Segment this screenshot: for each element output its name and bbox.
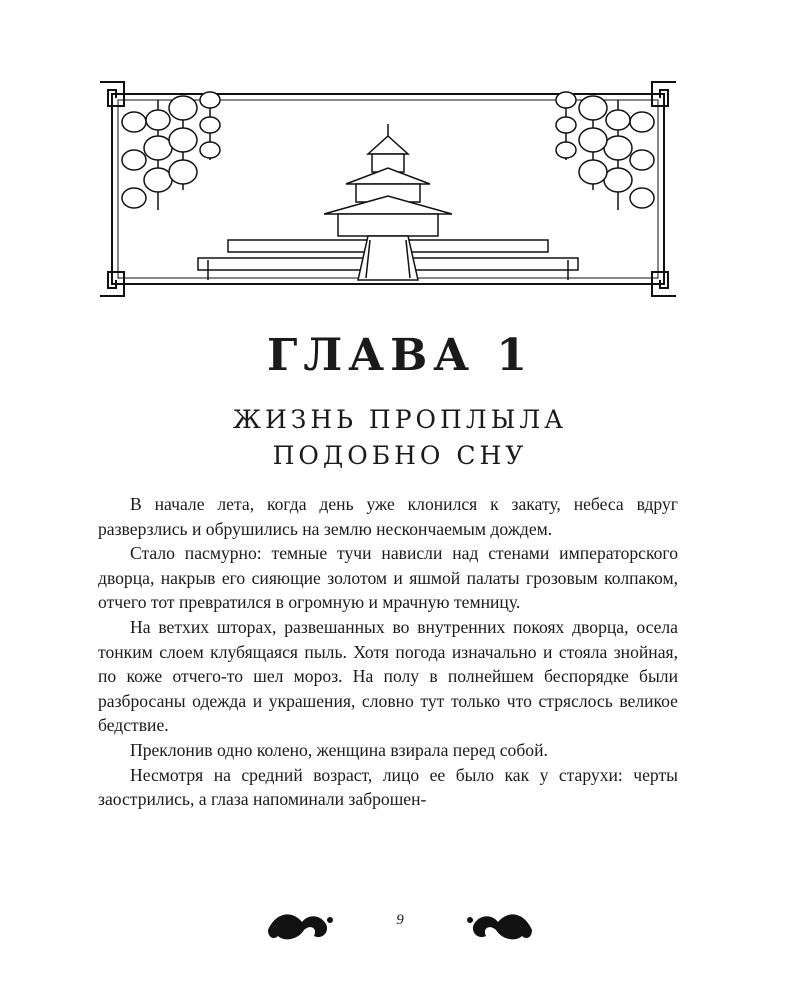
- body-text: [98, 492, 678, 812]
- chapter-subtitle-line: ПОДОБНО СНУ: [272, 441, 528, 470]
- lantern-icon: [556, 92, 654, 210]
- chapter-subtitle: [0, 402, 800, 474]
- lantern-icon: [122, 92, 220, 210]
- paragraph: Преклонив одно колено, женщина взирала перед собой.: [130, 739, 548, 760]
- page-number: 9: [396, 912, 404, 928]
- header-illustration: [98, 80, 678, 298]
- paragraph: Несмотря на средний возраст, лицо ее было как у старухи: черты заострились, а глаза напоминали заброшен-: [98, 764, 678, 810]
- chapter-subtitle-line: ЖИЗНЬ ПРОПЛЫЛА: [232, 405, 568, 434]
- paragraph: На ветхих шторах, развешанных во внутренних покоях дворца, осела тонким слоем клубящаяся пыль. Хотя погода изначально и стояла знойная, по коже отчего-то шел мороз. На полу в полнейшем беспорядке были разбросаны одежда и украшения, словно тут только что стряслось великое бедствие.: [98, 616, 678, 736]
- paragraph: Стало пасмурно: темные тучи нависли над стенами императорского дворца, накрыв его сияющие золотом и яшмой палаты грозовым колпаком, отчего тот превратился в огромную и мрачную темницу.: [98, 543, 678, 613]
- temple-icon: [198, 124, 578, 280]
- chapter-title: ГЛАВА 1: [266, 330, 534, 381]
- paragraph: В начале лета, когда день уже клонился к закату, небеса вдруг разверзлись и обрушились на землю нескончаемым дождем.: [98, 494, 678, 539]
